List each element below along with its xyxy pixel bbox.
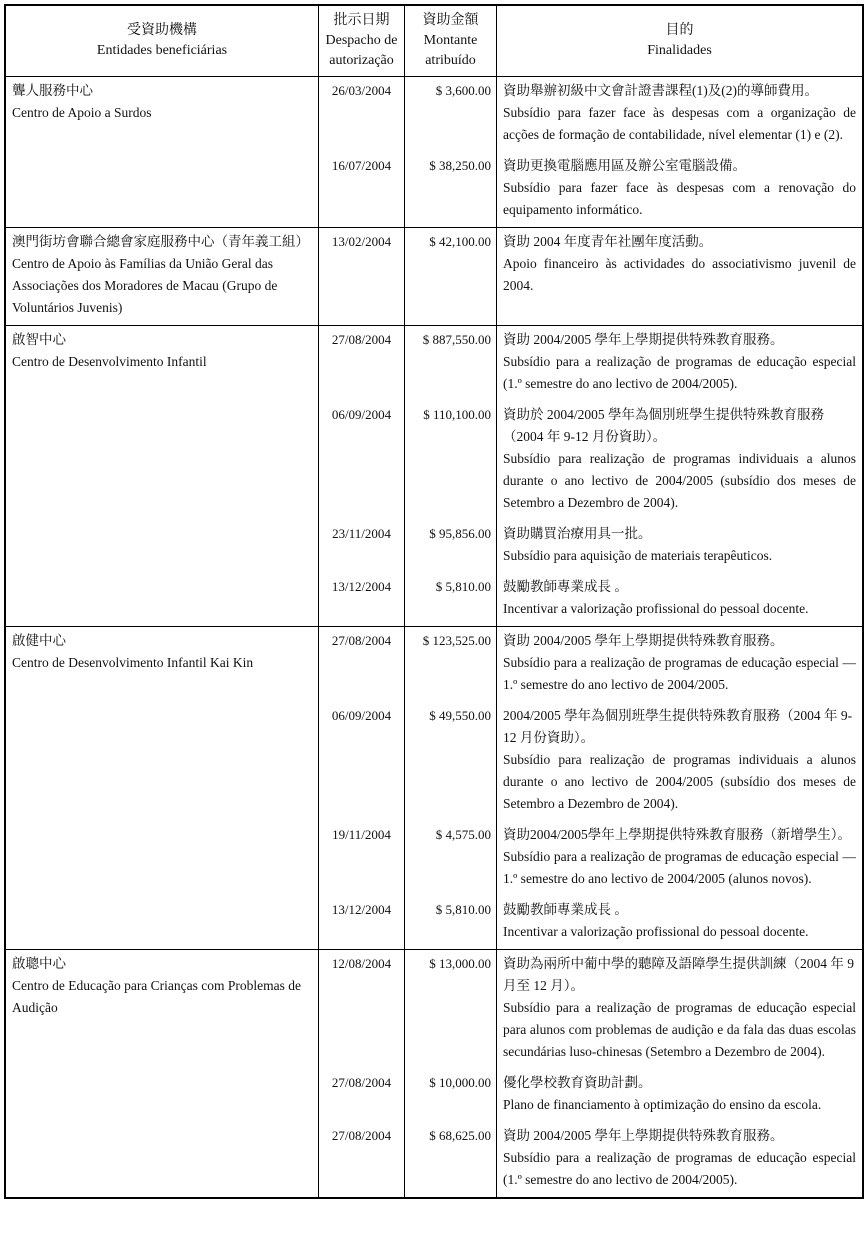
purpose-text-pt: Subsídio para aquisição de materiais terapêuticos. <box>503 548 773 563</box>
purpose-text-zh: 資助舉辦初級中文會計證書課程(1)及(2)的導師費用。 <box>503 83 818 98</box>
purpose-text-zh: 資助 2004/2005 學年上學期提供特殊教育服務。 <box>503 1128 784 1143</box>
authorization-date: 12/08/2004 <box>318 950 404 1069</box>
purpose-text-pt: Subsídio para realização de programas individuais a alunos durante o ano lectivo de 2004/2005 (subsídio dos meses de Setembro a Dezembro de 2004). <box>503 451 856 510</box>
header-amount <box>404 6 496 76</box>
subsidy-entry <box>318 950 862 1069</box>
purpose-text-pt: Subsídio para realização de programas individuais a alunos durante o ano lectivo de 2004/2005 (subsídio dos meses de Setembro a Dezembro de 2004). <box>503 752 856 811</box>
purpose-cell <box>496 77 862 152</box>
entity-name-zh: 啟聰中心 <box>12 956 66 971</box>
entity-name-pt: Centro de Desenvolvimento Infantil <box>12 354 207 369</box>
purpose-text-pt: Subsídio para a realização de programas de educação especial (1.º semestre do ano lectivo de 2004/2005). <box>503 354 856 391</box>
entity-name-pt: Centro de Apoio às Famílias da União Geral das Associações dos Moradores de Macau (Grupo de Voluntários Juvenis) <box>12 256 278 315</box>
table-row <box>6 227 862 325</box>
authorization-date: 27/08/2004 <box>318 1069 404 1122</box>
subsidy-entry <box>318 77 862 152</box>
amount-value: $ 4,575.00 <box>404 821 496 896</box>
purpose-text-pt: Subsídio para a realização de programas de educação especial para alunos com problemas de audição e da fala das duas escolas secundárias luso-chinesas (Setembro a Dezembro de 2004). <box>503 1000 856 1059</box>
authorization-date: 16/07/2004 <box>318 152 404 227</box>
entity-name-pt: Centro de Educação para Crianças com Problemas de Audição <box>12 978 302 1015</box>
purpose-text-pt: Apoio financeiro às actividades do associativismo juvenil de 2004. <box>503 256 856 293</box>
subsidy-table <box>4 4 864 1199</box>
amount-value: $ 38,250.00 <box>404 152 496 227</box>
authorization-date: 27/08/2004 <box>318 1122 404 1197</box>
purpose-cell <box>496 627 862 702</box>
authorization-date: 27/08/2004 <box>318 326 404 401</box>
header-purpose-zh: 目的 <box>665 23 694 38</box>
amount-value: $ 887,550.00 <box>404 326 496 401</box>
purpose-text-zh: 鼓勵教師專業成長 。 <box>503 902 628 917</box>
authorization-date: 26/03/2004 <box>318 77 404 152</box>
header-date-pt2: autorização <box>329 53 394 68</box>
subsidy-entry <box>318 1122 862 1197</box>
entity-name-cell <box>6 326 318 626</box>
purpose-text-zh: 資助購買治療用具一批。 <box>503 526 652 541</box>
amount-value: $ 49,550.00 <box>404 702 496 821</box>
entry-list <box>318 326 862 626</box>
entity-name-zh: 澳門街坊會聯合總會家庭服務中心（青年義工組） <box>12 234 309 249</box>
purpose-text-zh: 資助 2004/2005 學年上學期提供特殊教育服務。 <box>503 332 784 347</box>
purpose-text-zh: 優化學校教育資助計劃。 <box>503 1075 652 1090</box>
amount-value: $ 3,600.00 <box>404 77 496 152</box>
purpose-text-pt: Subsídio para a realização de programas de educação especial (1.º semestre do ano lectivo de 2004/2005). <box>503 1150 856 1187</box>
header-amount-pt1: Montante <box>423 33 478 48</box>
purpose-cell <box>496 401 862 520</box>
header-purpose <box>496 6 862 76</box>
purpose-text-pt: Incentivar a valorização profissional do pessoal docente. <box>503 924 809 939</box>
authorization-date: 06/09/2004 <box>318 401 404 520</box>
amount-value: $ 5,810.00 <box>404 896 496 949</box>
authorization-date: 06/09/2004 <box>318 702 404 821</box>
purpose-cell <box>496 1122 862 1197</box>
amount-value: $ 68,625.00 <box>404 1122 496 1197</box>
entity-name-cell <box>6 228 318 325</box>
purpose-text-zh: 資助 2004 年度青年社團年度活動。 <box>503 234 713 249</box>
purpose-text-zh: 鼓勵教師專業成長 。 <box>503 579 628 594</box>
purpose-text-zh: 資助為兩所中葡中學的聽障及語障學生提供訓練（2004 年 9 月至 12 月）。 <box>503 956 854 993</box>
header-entity-pt: Entidades beneficiárias <box>96 43 228 58</box>
subsidy-entry <box>318 627 862 702</box>
header-entity-zh: 受資助機構 <box>127 23 197 38</box>
purpose-cell <box>496 573 862 626</box>
amount-value: $ 5,810.00 <box>404 573 496 626</box>
purpose-text-pt: Plano de financiamento à optimização do ensino da escola. <box>503 1097 822 1112</box>
table-body <box>6 77 862 1197</box>
header-date <box>318 6 404 76</box>
entity-name-zh: 聾人服務中心 <box>12 83 93 98</box>
authorization-date: 13/02/2004 <box>318 228 404 325</box>
entity-name-zh: 啟健中心 <box>12 633 66 648</box>
entry-list <box>318 77 862 227</box>
purpose-cell <box>496 702 862 821</box>
header-amount-zh: 資助金額 <box>422 13 479 28</box>
purpose-text-zh: 2004/2005 學年為個別班學生提供特殊教育服務（2004 年 9-12 月份資助）。 <box>503 708 853 745</box>
table-header <box>6 6 862 77</box>
entity-name-cell <box>6 77 318 227</box>
entity-name-cell <box>6 950 318 1197</box>
table-row <box>6 626 862 949</box>
subsidy-entry <box>318 896 862 949</box>
header-entity <box>6 6 318 76</box>
entity-name-cell <box>6 627 318 949</box>
subsidy-entry <box>318 152 862 227</box>
subsidy-entry <box>318 401 862 520</box>
purpose-cell <box>496 152 862 227</box>
subsidy-entry <box>318 573 862 626</box>
amount-value: $ 123,525.00 <box>404 627 496 702</box>
subsidy-entry <box>318 228 862 325</box>
purpose-text-zh: 資助 2004/2005 學年上學期提供特殊教育服務。 <box>503 633 784 648</box>
header-amount-pt2: atribuído <box>425 53 476 68</box>
amount-value: $ 95,856.00 <box>404 520 496 573</box>
purpose-text-zh: 資助2004/2005學年上學期提供特殊教育服務（新增學生）。 <box>503 827 852 842</box>
subsidy-entry <box>318 702 862 821</box>
amount-value: $ 13,000.00 <box>404 950 496 1069</box>
table-row <box>6 77 862 227</box>
entity-name-pt: Centro de Desenvolvimento Infantil Kai Kin <box>12 655 254 670</box>
purpose-text-zh: 資助於 2004/2005 學年為個別班學生提供特殊教育服務（2004 年 9-12 月份資助）。 <box>503 407 825 444</box>
purpose-text-pt: Subsídio para a realização de programas de educação especial — 1.º semestre do ano lectivo de 2004/2005 (alunos novos). <box>503 849 856 886</box>
purpose-text-pt: Incentivar a valorização profissional do pessoal docente. <box>503 601 809 616</box>
authorization-date: 13/12/2004 <box>318 573 404 626</box>
authorization-date: 19/11/2004 <box>318 821 404 896</box>
purpose-text-zh: 資助更換電腦應用區及辦公室電腦設備。 <box>503 158 746 173</box>
entry-list <box>318 228 862 325</box>
purpose-cell <box>496 821 862 896</box>
purpose-cell <box>496 520 862 573</box>
purpose-cell <box>496 326 862 401</box>
subsidy-entry <box>318 1069 862 1122</box>
purpose-text-pt: Subsídio para fazer face às despesas com a organização de acções de formação de contabilidade, nível elementar (1) e (2). <box>503 105 856 142</box>
table-row <box>6 949 862 1197</box>
authorization-date: 27/08/2004 <box>318 627 404 702</box>
subsidy-entry <box>318 520 862 573</box>
subsidy-entry <box>318 821 862 896</box>
header-purpose-pt: Finalidades <box>647 43 712 58</box>
entry-list <box>318 950 862 1197</box>
purpose-cell <box>496 950 862 1069</box>
purpose-cell <box>496 228 862 325</box>
authorization-date: 23/11/2004 <box>318 520 404 573</box>
amount-value: $ 10,000.00 <box>404 1069 496 1122</box>
purpose-text-pt: Subsídio para a realização de programas de educação especial — 1.º semestre do ano lectivo de 2004/2005. <box>503 655 856 692</box>
subsidy-entry <box>318 326 862 401</box>
purpose-cell <box>496 1069 862 1122</box>
header-date-pt1: Despacho de <box>325 33 398 48</box>
entity-name-zh: 啟智中心 <box>12 332 66 347</box>
purpose-cell <box>496 896 862 949</box>
amount-value: $ 110,100.00 <box>404 401 496 520</box>
entity-name-pt: Centro de Apoio a Surdos <box>12 105 152 120</box>
table-row <box>6 325 862 626</box>
authorization-date: 13/12/2004 <box>318 896 404 949</box>
purpose-text-pt: Subsídio para fazer face às despesas com a renovação do equipamento informático. <box>503 180 856 217</box>
amount-value: $ 42,100.00 <box>404 228 496 325</box>
header-date-zh: 批示日期 <box>333 13 390 28</box>
entry-list <box>318 627 862 949</box>
